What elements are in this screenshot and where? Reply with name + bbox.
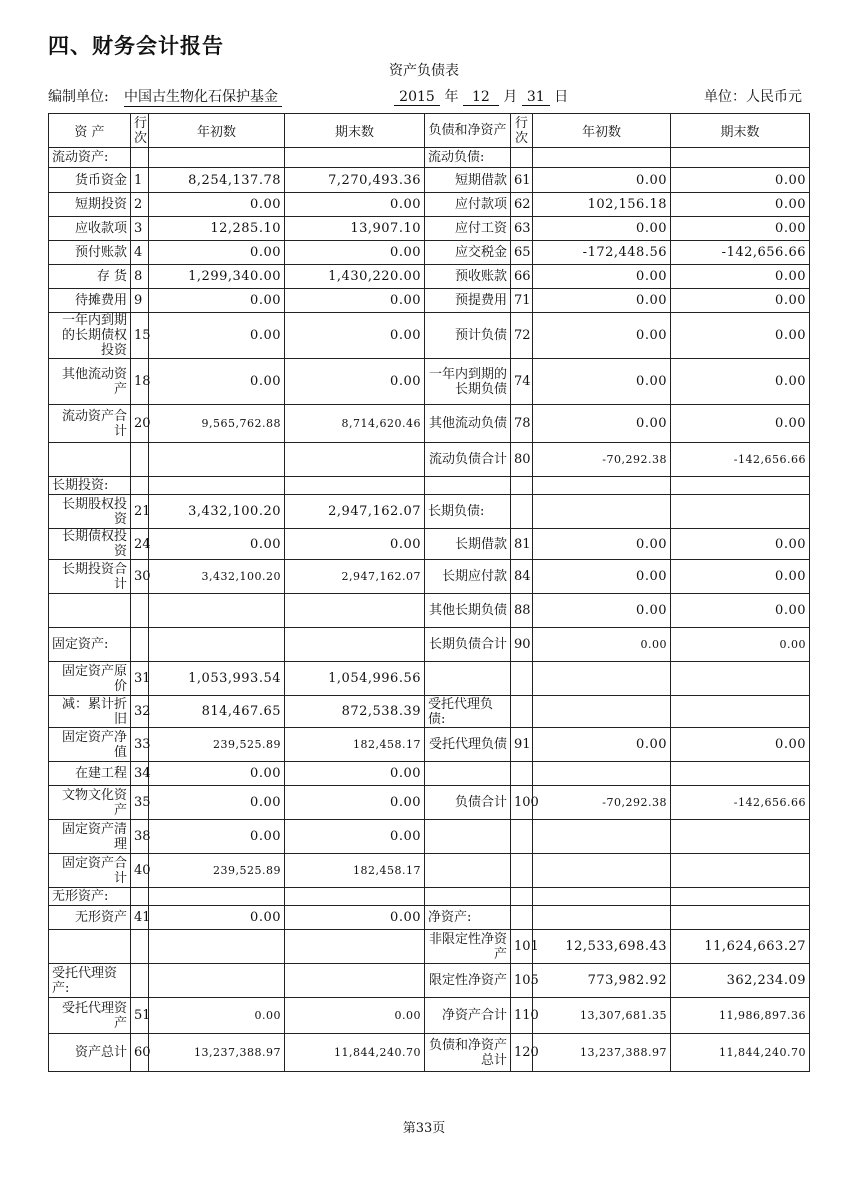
header-begin: 年初数 (149, 114, 285, 148)
report-date (394, 86, 568, 106)
table-row (49, 1034, 810, 1072)
asset-begin: 9,565,762.88 (149, 405, 285, 443)
asset-line-no (131, 148, 149, 168)
sheet-title: 资产负债表 (389, 63, 459, 79)
liability-name: 预收账款 (425, 265, 511, 289)
liability-begin: 13,237,388.97 (533, 1034, 671, 1072)
liability-line-no (511, 820, 533, 854)
liability-end: 0.00 (671, 359, 810, 405)
asset-end: 0.00 (285, 289, 425, 313)
liability-end: 0.00 (671, 289, 810, 313)
table-row (49, 443, 810, 477)
asset-line-no: 20 (131, 405, 149, 443)
header-row (49, 114, 810, 148)
asset-end: 0.00 (285, 786, 425, 820)
asset-begin: 814,467.65 (149, 696, 285, 728)
asset-line-no (131, 888, 149, 906)
liability-line-no: 66 (511, 265, 533, 289)
asset-line-no: 35 (131, 786, 149, 820)
asset-end: 872,538.39 (285, 696, 425, 728)
liability-name: 限定性净资产 (425, 964, 511, 998)
asset-line-no: 30 (131, 560, 149, 594)
liability-line-no: 72 (511, 313, 533, 359)
liability-name: 长期负债: (425, 495, 511, 529)
liability-name: 应交税金 (425, 241, 511, 265)
asset-end: 13,907.10 (285, 217, 425, 241)
table-row (49, 930, 810, 964)
liability-begin: 0.00 (533, 594, 671, 628)
table-row (49, 696, 810, 728)
asset-end: 0.00 (285, 762, 425, 786)
liability-end (671, 477, 810, 495)
liability-begin: 13,307,681.35 (533, 998, 671, 1034)
asset-begin: 8,254,137.78 (149, 168, 285, 193)
asset-end: 0.00 (285, 193, 425, 217)
asset-line-no: 60 (131, 1034, 149, 1072)
liability-end: 0.00 (671, 405, 810, 443)
liability-end: 0.00 (671, 265, 810, 289)
asset-begin (149, 964, 285, 998)
asset-end: 1,430,220.00 (285, 265, 425, 289)
asset-line-no: 33 (131, 728, 149, 762)
liability-end: 0.00 (671, 193, 810, 217)
liability-begin: 0.00 (533, 265, 671, 289)
asset-name: 长期投资合计 (49, 560, 131, 594)
asset-name (49, 443, 131, 477)
liability-name: 其他流动负债 (425, 405, 511, 443)
liability-name: 长期应付款 (425, 560, 511, 594)
asset-line-no: 18 (131, 359, 149, 405)
page-number: 第33页 (402, 1121, 446, 1136)
liability-name: 预计负债 (425, 313, 511, 359)
asset-begin: 0.00 (149, 786, 285, 820)
section-heading: 四、财务会计报告 (48, 34, 224, 58)
liability-begin: 0.00 (533, 313, 671, 359)
asset-end: 0.00 (285, 241, 425, 265)
liability-begin: 102,156.18 (533, 193, 671, 217)
asset-name: 受托代理资产: (49, 964, 131, 998)
asset-name (49, 594, 131, 628)
liability-name: 受托代理负债: (425, 696, 511, 728)
asset-begin: 1,053,993.54 (149, 662, 285, 696)
asset-line-no: 38 (131, 820, 149, 854)
asset-line-no (131, 477, 149, 495)
liability-name: 预提费用 (425, 289, 511, 313)
asset-name: 流动资产: (49, 148, 131, 168)
liability-begin: 0.00 (533, 217, 671, 241)
liability-end: -142,656.66 (671, 443, 810, 477)
asset-name: 固定资产净值 (49, 728, 131, 762)
liability-begin: 0.00 (533, 529, 671, 560)
liability-line-no: 63 (511, 217, 533, 241)
liability-end: 0.00 (671, 217, 810, 241)
liability-begin: 0.00 (533, 728, 671, 762)
asset-name: 其他流动资产 (49, 359, 131, 405)
asset-begin: 0.00 (149, 313, 285, 359)
asset-begin: 12,285.10 (149, 217, 285, 241)
liability-name: 负债和净资产总计 (425, 1034, 511, 1072)
liability-name: 净资产: (425, 906, 511, 930)
asset-begin (149, 594, 285, 628)
liability-begin: -70,292.38 (533, 786, 671, 820)
liability-line-no (511, 662, 533, 696)
header-end: 期末数 (285, 114, 425, 148)
asset-end: 0.00 (285, 313, 425, 359)
liability-begin: 0.00 (533, 289, 671, 313)
asset-line-no (131, 594, 149, 628)
date-year-suffix: 年 (444, 89, 459, 105)
table-row (49, 594, 810, 628)
table-row (49, 964, 810, 998)
liability-line-no: 110 (511, 998, 533, 1034)
liability-line-no: 88 (511, 594, 533, 628)
header-begin-2: 年初数 (533, 114, 671, 148)
asset-begin: 0.00 (149, 820, 285, 854)
asset-name: 长期债权投资 (49, 529, 131, 560)
liability-line-no (511, 477, 533, 495)
asset-end: 11,844,240.70 (285, 1034, 425, 1072)
asset-line-no (131, 964, 149, 998)
table-row (49, 560, 810, 594)
asset-name: 短期投资 (49, 193, 131, 217)
date-day: 31 (522, 89, 550, 106)
liability-end: -142,656.66 (671, 241, 810, 265)
asset-line-no: 40 (131, 854, 149, 888)
asset-line-no: 9 (131, 289, 149, 313)
asset-line-no: 3 (131, 217, 149, 241)
header-assets: 资 产 (49, 114, 131, 148)
liability-name: 长期借款 (425, 529, 511, 560)
liability-name: 长期负债合计 (425, 628, 511, 662)
liability-begin: -70,292.38 (533, 443, 671, 477)
table-row (49, 405, 810, 443)
asset-name: 待摊费用 (49, 289, 131, 313)
org-name: 中国古生物化石保护基金 (124, 86, 282, 107)
liability-name (425, 477, 511, 495)
asset-end (285, 477, 425, 495)
asset-line-no (131, 628, 149, 662)
date-month: 12 (463, 89, 499, 106)
liability-end (671, 148, 810, 168)
liability-name: 流动负债: (425, 148, 511, 168)
asset-begin: 3,432,100.20 (149, 560, 285, 594)
liability-end: 11,844,240.70 (671, 1034, 810, 1072)
asset-line-no: 2 (131, 193, 149, 217)
liability-name: 应付工资 (425, 217, 511, 241)
asset-end: 0.00 (285, 359, 425, 405)
liability-name: 受托代理负债 (425, 728, 511, 762)
asset-name: 货币资金 (49, 168, 131, 193)
asset-begin: 3,432,100.20 (149, 495, 285, 529)
asset-begin: 239,525.89 (149, 854, 285, 888)
asset-line-no: 41 (131, 906, 149, 930)
liability-begin (533, 495, 671, 529)
liability-begin (533, 820, 671, 854)
liability-line-no (511, 888, 533, 906)
liability-name: 应付款项 (425, 193, 511, 217)
table-row (49, 786, 810, 820)
table-row (49, 241, 810, 265)
liability-begin: 0.00 (533, 168, 671, 193)
currency-unit: 单位：人民币元 (704, 89, 802, 105)
liability-line-no (511, 696, 533, 728)
table-row (49, 906, 810, 930)
asset-line-no: 1 (131, 168, 149, 193)
asset-line-no (131, 930, 149, 964)
date-year: 2015 (394, 89, 440, 106)
liability-end: 0.00 (671, 168, 810, 193)
asset-end (285, 594, 425, 628)
liability-name: 流动负债合计 (425, 443, 511, 477)
asset-name: 受托代理资产 (49, 998, 131, 1034)
table-row (49, 888, 810, 906)
asset-name: 预付账款 (49, 241, 131, 265)
table-row (49, 820, 810, 854)
asset-line-no: 24 (131, 529, 149, 560)
liability-end (671, 495, 810, 529)
asset-end (285, 930, 425, 964)
header-liabilities: 负债和净资产 (425, 114, 511, 148)
asset-end: 7,270,493.36 (285, 168, 425, 193)
asset-begin: 239,525.89 (149, 728, 285, 762)
liability-begin (533, 148, 671, 168)
table-row (49, 313, 810, 359)
asset-begin: 13,237,388.97 (149, 1034, 285, 1072)
liability-line-no (511, 906, 533, 930)
liability-end: 0.00 (671, 594, 810, 628)
liability-end: 11,986,897.36 (671, 998, 810, 1034)
liability-begin (533, 696, 671, 728)
asset-line-no: 34 (131, 762, 149, 786)
liability-begin: 773,982.92 (533, 964, 671, 998)
asset-end: 2,947,162.07 (285, 495, 425, 529)
asset-name: 在建工程 (49, 762, 131, 786)
asset-begin (149, 628, 285, 662)
liability-name: 一年内到期的长期负债 (425, 359, 511, 405)
table-row (49, 529, 810, 560)
liability-end (671, 906, 810, 930)
liability-line-no (511, 762, 533, 786)
liability-name (425, 762, 511, 786)
liability-line-no (511, 854, 533, 888)
liability-begin (533, 854, 671, 888)
liability-end (671, 888, 810, 906)
table-row (49, 359, 810, 405)
liability-end: 0.00 (671, 313, 810, 359)
liability-line-no: 65 (511, 241, 533, 265)
asset-name: 存 货 (49, 265, 131, 289)
liability-begin: 0.00 (533, 405, 671, 443)
liability-name (425, 854, 511, 888)
table-row (49, 662, 810, 696)
liability-end (671, 696, 810, 728)
liability-name (425, 820, 511, 854)
asset-name: 流动资产合计 (49, 405, 131, 443)
liability-line-no: 61 (511, 168, 533, 193)
asset-begin (149, 148, 285, 168)
asset-line-no: 51 (131, 998, 149, 1034)
liability-begin: 12,533,698.43 (533, 930, 671, 964)
asset-end (285, 964, 425, 998)
asset-end: 0.00 (285, 820, 425, 854)
balance-sheet-table (48, 113, 810, 1072)
asset-begin (149, 930, 285, 964)
asset-line-no: 15 (131, 313, 149, 359)
table-row (49, 148, 810, 168)
liability-line-no (511, 495, 533, 529)
liability-begin: -172,448.56 (533, 241, 671, 265)
liability-name: 非限定性净资产 (425, 930, 511, 964)
header-line-no-2: 行次 (511, 114, 533, 148)
liability-end: 362,234.09 (671, 964, 810, 998)
liability-name: 净资产合计 (425, 998, 511, 1034)
liability-line-no: 78 (511, 405, 533, 443)
table-row (49, 168, 810, 193)
liability-begin (533, 906, 671, 930)
asset-name: 应收款项 (49, 217, 131, 241)
asset-name: 一年内到期的长期债权投资 (49, 313, 131, 359)
liability-end: 0.00 (671, 728, 810, 762)
liability-line-no: 80 (511, 443, 533, 477)
liability-end (671, 662, 810, 696)
liability-line-no: 74 (511, 359, 533, 405)
liability-name (425, 888, 511, 906)
asset-begin: 0.00 (149, 906, 285, 930)
table-row (49, 217, 810, 241)
asset-end: 0.00 (285, 906, 425, 930)
asset-line-no: 32 (131, 696, 149, 728)
table-row (49, 289, 810, 313)
asset-name: 资产总计 (49, 1034, 131, 1072)
liability-begin (533, 762, 671, 786)
table-row (49, 762, 810, 786)
asset-name: 固定资产: (49, 628, 131, 662)
asset-end (285, 888, 425, 906)
table-row (49, 477, 810, 495)
asset-line-no: 21 (131, 495, 149, 529)
liability-line-no: 105 (511, 964, 533, 998)
table-row (49, 265, 810, 289)
liability-name: 负债合计 (425, 786, 511, 820)
liability-begin: 0.00 (533, 628, 671, 662)
liability-name (425, 662, 511, 696)
table-row (49, 495, 810, 529)
asset-begin: 0.00 (149, 359, 285, 405)
liability-end (671, 854, 810, 888)
asset-name: 固定资产合计 (49, 854, 131, 888)
table-row (49, 193, 810, 217)
asset-name (49, 930, 131, 964)
asset-line-no: 31 (131, 662, 149, 696)
asset-line-no (131, 443, 149, 477)
liability-end (671, 820, 810, 854)
asset-line-no: 4 (131, 241, 149, 265)
liability-begin: 0.00 (533, 560, 671, 594)
liability-line-no (511, 148, 533, 168)
liability-line-no: 120 (511, 1034, 533, 1072)
liability-end (671, 762, 810, 786)
asset-begin: 0.00 (149, 998, 285, 1034)
asset-name: 长期投资: (49, 477, 131, 495)
liability-name: 短期借款 (425, 168, 511, 193)
asset-name: 固定资产原价 (49, 662, 131, 696)
asset-name: 减：累计折旧 (49, 696, 131, 728)
asset-begin (149, 477, 285, 495)
liability-line-no: 100 (511, 786, 533, 820)
asset-end: 8,714,620.46 (285, 405, 425, 443)
asset-begin: 0.00 (149, 193, 285, 217)
asset-begin: 0.00 (149, 289, 285, 313)
liability-begin (533, 662, 671, 696)
asset-name: 固定资产清理 (49, 820, 131, 854)
liability-begin (533, 888, 671, 906)
asset-name: 文物文化资产 (49, 786, 131, 820)
liability-line-no: 91 (511, 728, 533, 762)
asset-begin: 1,299,340.00 (149, 265, 285, 289)
asset-end: 2,947,162.07 (285, 560, 425, 594)
liability-name: 其他长期负债 (425, 594, 511, 628)
liability-line-no: 71 (511, 289, 533, 313)
liability-line-no: 81 (511, 529, 533, 560)
table-row (49, 998, 810, 1034)
date-month-suffix: 月 (503, 89, 518, 105)
liability-end: 11,624,663.27 (671, 930, 810, 964)
asset-end (285, 443, 425, 477)
asset-end (285, 628, 425, 662)
liability-end: 0.00 (671, 628, 810, 662)
asset-begin (149, 888, 285, 906)
header-end-2: 期末数 (671, 114, 810, 148)
asset-end: 182,458.17 (285, 854, 425, 888)
asset-line-no: 8 (131, 265, 149, 289)
liability-end: 0.00 (671, 529, 810, 560)
asset-end: 0.00 (285, 529, 425, 560)
liability-begin (533, 477, 671, 495)
date-day-suffix: 日 (554, 89, 569, 105)
table-row (49, 728, 810, 762)
asset-name: 无形资产 (49, 906, 131, 930)
liability-line-no: 101 (511, 930, 533, 964)
asset-end: 1,054,996.56 (285, 662, 425, 696)
asset-end (285, 148, 425, 168)
asset-end: 182,458.17 (285, 728, 425, 762)
table-row (49, 628, 810, 662)
org-label: 编制单位: (48, 89, 109, 105)
asset-begin: 0.00 (149, 241, 285, 265)
asset-end: 0.00 (285, 998, 425, 1034)
liability-end: 0.00 (671, 560, 810, 594)
liability-line-no: 90 (511, 628, 533, 662)
asset-name: 长期股权投资 (49, 495, 131, 529)
asset-begin: 0.00 (149, 529, 285, 560)
asset-begin: 0.00 (149, 762, 285, 786)
liability-end: -142,656.66 (671, 786, 810, 820)
liability-line-no: 84 (511, 560, 533, 594)
header-line-no: 行次 (131, 114, 149, 148)
asset-name: 无形资产: (49, 888, 131, 906)
table-row (49, 854, 810, 888)
liability-line-no: 62 (511, 193, 533, 217)
liability-begin: 0.00 (533, 359, 671, 405)
asset-begin (149, 443, 285, 477)
